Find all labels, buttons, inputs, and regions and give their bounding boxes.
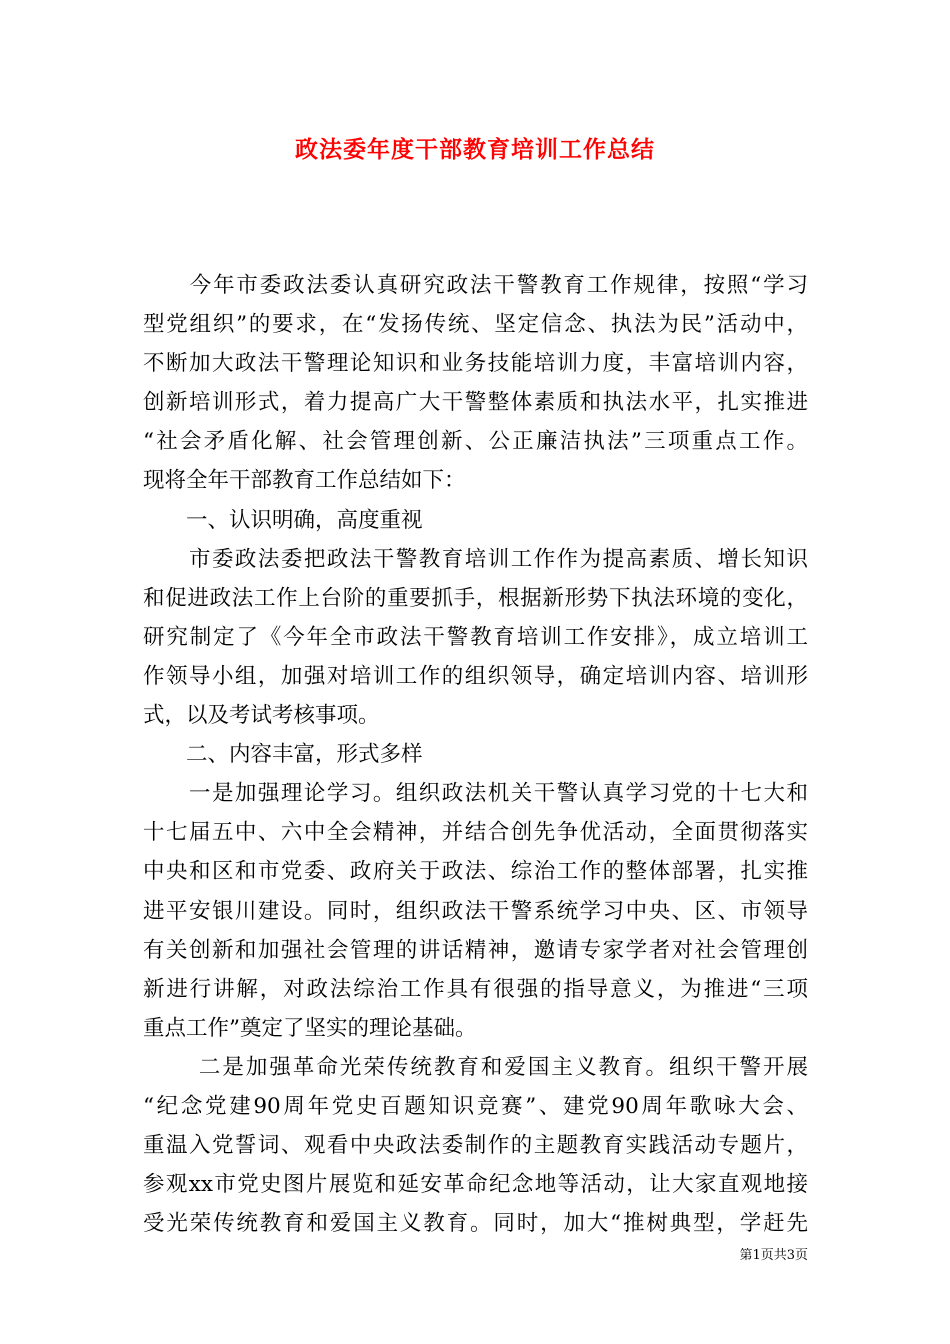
- body-line: 型党组织”的要求，在“发扬传统、坚定信念、执法为民”活动中，: [143, 312, 808, 338]
- body-line: “社会矛盾化解、社会管理创新、公正廉洁执法”三项重点工作。: [143, 429, 808, 455]
- body-line: 新进行讲解，对政法综治工作具有很强的指导意义，为推进“三项: [143, 976, 808, 1002]
- body-line: 研究制定了《今年全市政法干警教育培训工作安排》，成立培训工: [143, 624, 808, 650]
- body-line: 和促进政法工作上台阶的重要抓手，根据新形势下执法环境的变化，: [143, 585, 808, 611]
- body-line: 今年市委政法委认真研究政法干警教育工作规律，按照“学习: [143, 273, 808, 298]
- body-line: 重点工作”奠定了坚实的理论基础。: [143, 1015, 477, 1041]
- body-line: 二是加强革命光荣传统教育和爱国主义教育。组织干警开展: [143, 1054, 808, 1080]
- body-line: 一、认识明确，高度重视: [143, 507, 423, 533]
- body-line: 不断加大政法干警理论知识和业务技能培训力度，丰富培训内容，: [143, 351, 808, 377]
- page-footer: 第1页共3页: [739, 1248, 808, 1263]
- body-line: “纪念党建90周年党史百题知识竞赛”、建党90周年歌咏大会、: [143, 1093, 808, 1119]
- body-line: 二、内容丰富，形式多样: [143, 742, 423, 768]
- body-line: 有关创新和加强社会管理的讲话精神，邀请专家学者对社会管理创: [143, 937, 808, 963]
- body-line: 创新培训形式，着力提高广大干警整体素质和执法水平，扎实推进: [143, 390, 808, 416]
- body-line: 中央和区和市党委、政府关于政法、综治工作的整体部署，扎实推: [143, 859, 808, 885]
- body-line: 式，以及考试考核事项。: [143, 703, 380, 729]
- body-line: 重温入党誓词、观看中央政法委制作的主题教育实践活动专题片，: [143, 1133, 808, 1159]
- body-line: 作领导小组，加强对培训工作的组织领导，确定培训内容、培训形: [143, 663, 808, 689]
- body-line: 一是加强理论学习。组织政法机关干警认真学习党的十七大和: [143, 781, 808, 807]
- document-title: 政法委年度干部教育培训工作总结: [295, 136, 655, 163]
- body-line: 受光荣传统教育和爱国主义教育。同时，加大“推树典型，学赶先: [143, 1211, 808, 1237]
- body-line: 十七届五中、六中全会精神，并结合创先争优活动，全面贯彻落实: [143, 820, 808, 846]
- body-line: 市委政法委把政法干警教育培训工作作为提高素质、增长知识: [143, 546, 808, 572]
- body-line: 现将全年干部教育工作总结如下：: [143, 468, 466, 494]
- body-line: 进平安银川建设。同时，组织政法干警系统学习中央、区、市领导: [143, 898, 808, 924]
- document-body: [143, 266, 808, 1243]
- body-line: 参观xx市党史图片展览和延安革命纪念地等活动，让大家直观地接: [143, 1172, 808, 1198]
